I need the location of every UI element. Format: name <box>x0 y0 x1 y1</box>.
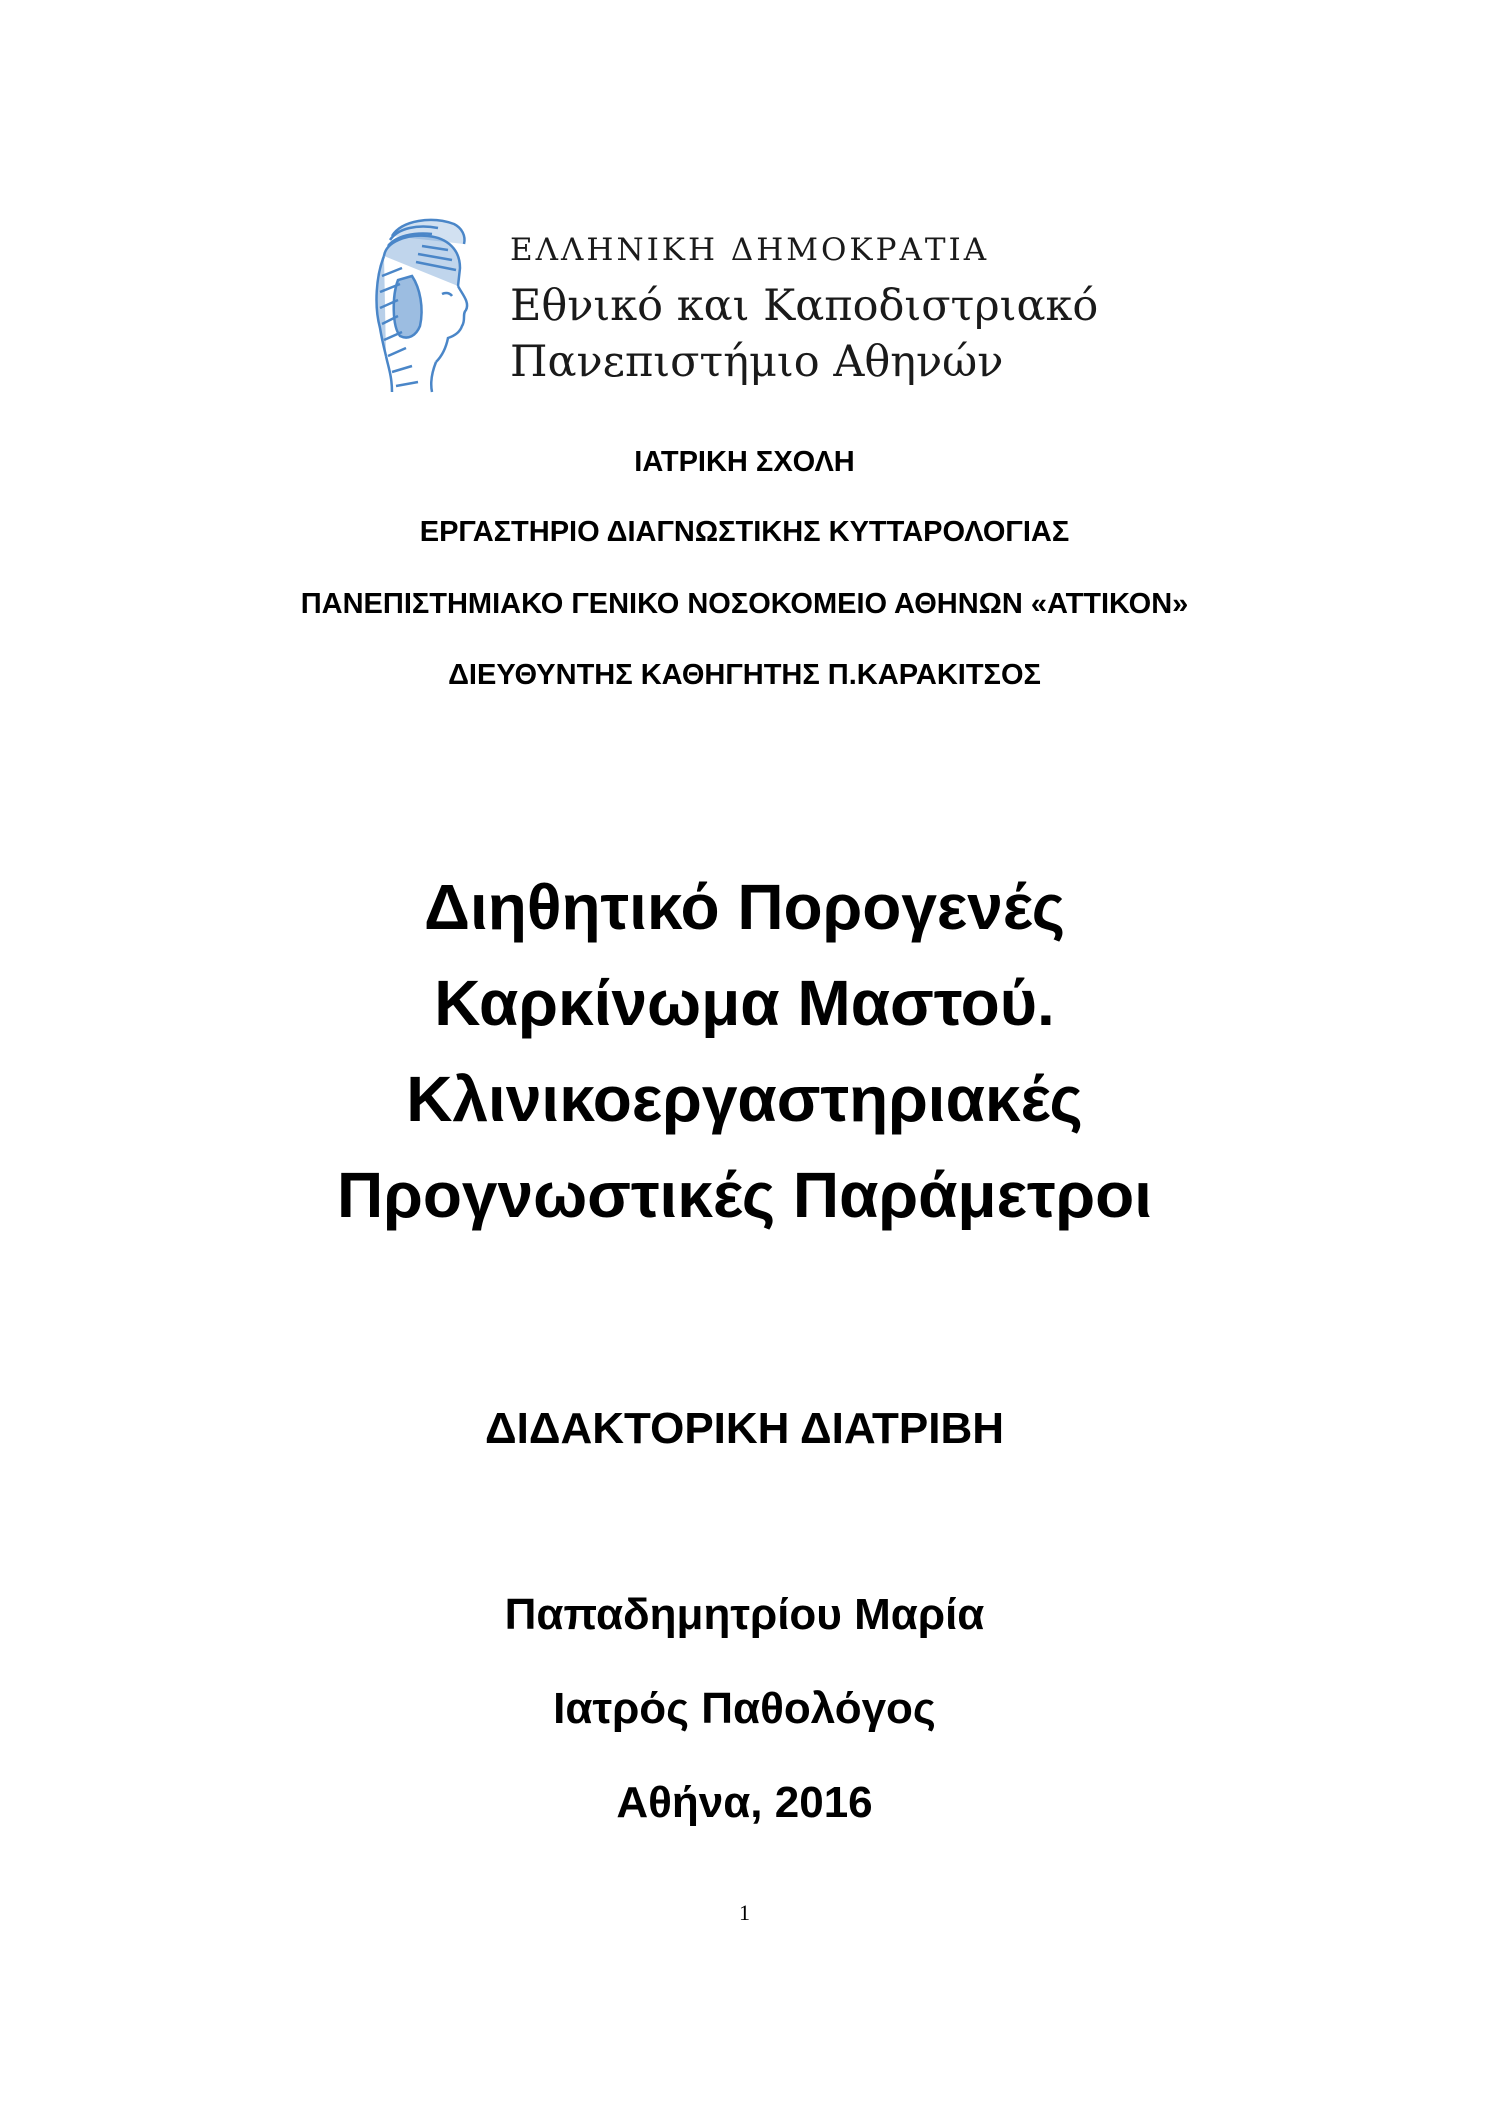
thesis-title-line: Καρκίνωμα Μαστού. <box>434 967 1055 1039</box>
thesis-type: ΔΙΔΑΚΤΟΡΙΚΗ ΔΙΑΤΡΙΒΗ <box>484 1404 1005 1453</box>
author-name: Παπαδημητρίου Μαρία <box>504 1590 985 1639</box>
logo-country-name: ΕΛΛΗΝΙΚΗ ΔΗΜΟΚΡΑΤΙΑ <box>510 232 990 268</box>
university-logo <box>362 216 1142 396</box>
institution-director: ΔΙΕΥΘΥΝΤΗΣ ΚΑΘΗΓΗΤΗΣ Π.ΚΑΡΑΚΙΤΣΟΣ <box>448 659 1041 691</box>
thesis-title-line: Κλινικοεργαστηριακές <box>406 1063 1083 1135</box>
logo-wordmark <box>510 230 1150 390</box>
institution-laboratory: ΕΡΓΑΣΤΗΡΙΟ ΔΙΑΓΝΩΣΤΙΚΗΣ ΚΥΤΤΑΡΟΛΟΓΙΑΣ <box>419 516 1070 548</box>
logo-university-name-line1: Εθνικό και Καποδιστριακό <box>510 281 1099 331</box>
institution-hospital: ΠΑΝΕΠΙΣΤΗΜΙΑΚΟ ΓΕΝΙΚΟ ΝΟΣΟΚΟΜΕΙΟ ΑΘΗΝΩΝ «ΑΤΤΙΚΟΝ» <box>300 588 1189 620</box>
thesis-title-line: Διηθητικό Πορογενές <box>423 871 1066 943</box>
place-and-date: Αθήνα, 2016 <box>616 1778 873 1827</box>
page-number: 1 <box>739 1900 750 1925</box>
author-role: Ιατρός Παθολόγος <box>553 1684 936 1733</box>
logo-university-name-line2: Πανεπιστήμιο Αθηνών <box>510 337 1004 387</box>
institution-school: ΙΑΤΡΙΚΗ ΣΧΟΛΗ <box>634 446 855 478</box>
thesis-title-line: Προγνωστικές Παράμετροι <box>337 1159 1152 1231</box>
athena-head-emblem-icon <box>362 216 482 394</box>
